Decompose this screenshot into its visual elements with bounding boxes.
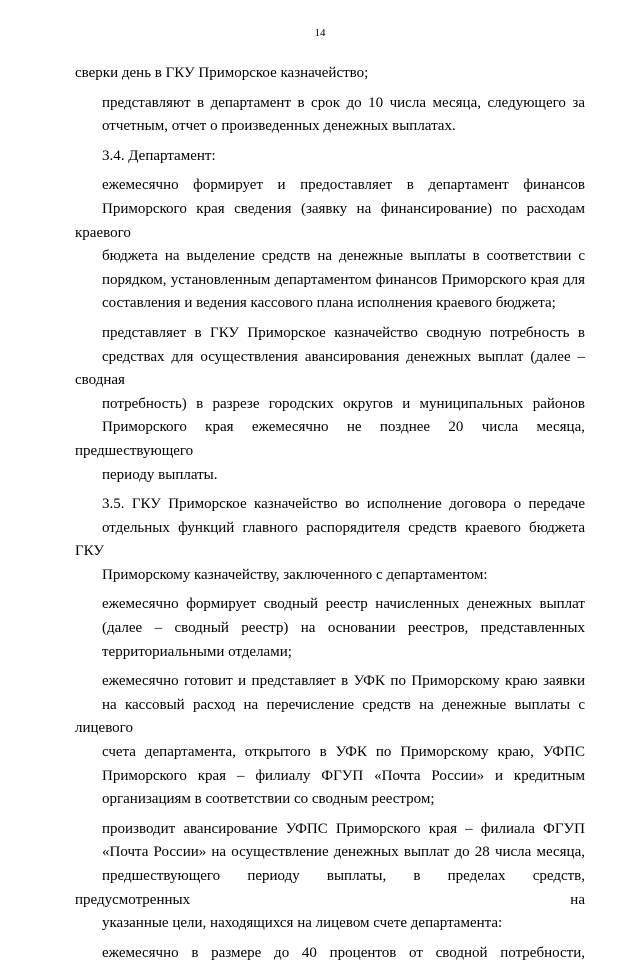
text-line: ежемесячно формирует и предоставляет в департамент финансов [102,177,585,194]
text-line: 3.5. ГКУ Приморское казначейство во исполнение договора о передаче [102,496,585,513]
paragraph [75,62,585,86]
text-line: ежемесячно готовит и представляет в УФК по Приморскому краю заявки [102,673,585,690]
paragraph [75,145,585,169]
text-line: Приморского края ежемесячно не позднее 20 числа месяца, предшествующего [75,419,585,459]
text-line: периоду выплаты. [102,466,218,483]
text-line: организациям в соответствии со сводным реестром; [102,791,435,808]
text-line: отдельных функций главного распорядителя средств краевого бюджета ГКУ [75,519,585,560]
page-number: 14 [314,27,326,39]
text-line: Приморского края сведения (заявку на финансирование) по расходам краевого [75,200,585,241]
text-line: Приморского края – филиалу ФГУП «Почта России» и кредитным [102,767,585,784]
text-line: 3.4. Департамент: [102,147,216,164]
document-body [75,62,585,971]
paragraph [75,493,585,587]
text-line: бюджета на выделение средств на денежные выплаты в соответствии с [102,248,585,265]
text-line: потребность) в разрезе городских округов и муниципальных районов [102,395,585,412]
paragraph [75,670,585,812]
text-line: указанные цели, находящихся на лицевом счете департамента: [102,915,503,932]
text-line: производит авансирование УФПС Приморского края – филиала ФГУП [102,820,585,837]
paragraph [75,174,585,316]
text-line: на кассовый расход на перечисление средств на денежные выплаты с лицевого [75,696,585,737]
text-line: счета департамента, открытого в УФК по Приморскому краю, УФПС [102,744,585,761]
paragraph [75,92,585,139]
text-line: Приморскому казначейству, заключенного с департаментом: [102,566,488,583]
text-line: сверки день в ГКУ Приморское казначейство; [75,65,369,81]
text-line: отчетным, отчет о произведенных денежных выплатах. [102,118,456,135]
text-line: представляет в ГКУ Приморское казначейство сводную потребность в [102,324,585,341]
text-line: представляют в департамент в срок до 10 числа месяца, следующего за [102,94,585,111]
text-line: ежемесячно формирует сводный реестр начисленных денежных выплат [102,596,585,613]
paragraph [75,942,585,966]
paragraph [75,322,585,487]
text-line: «Почта России» на осуществление денежных выплат до 28 числа месяца, [102,844,585,861]
text-line: предшествующего периоду выплаты, в пределах средств, предусмотренных на [75,868,585,908]
text-line: средствах для осуществления авансирования денежных выплат (далее – сводная [75,348,585,389]
text-line: порядком, установленным департаментом финансов Приморского края для [102,271,585,288]
text-line: составления и ведения кассового плана исполнения краевого бюджета; [102,295,556,312]
text-line: территориальными отделами; [102,643,292,660]
text-line: (далее – сводный реестр) на основании реестров, представленных [102,620,585,637]
paragraph [75,818,585,936]
paragraph [75,593,585,664]
text-line: ежемесячно в размере до 40 процентов от сводной потребности, [102,944,585,961]
